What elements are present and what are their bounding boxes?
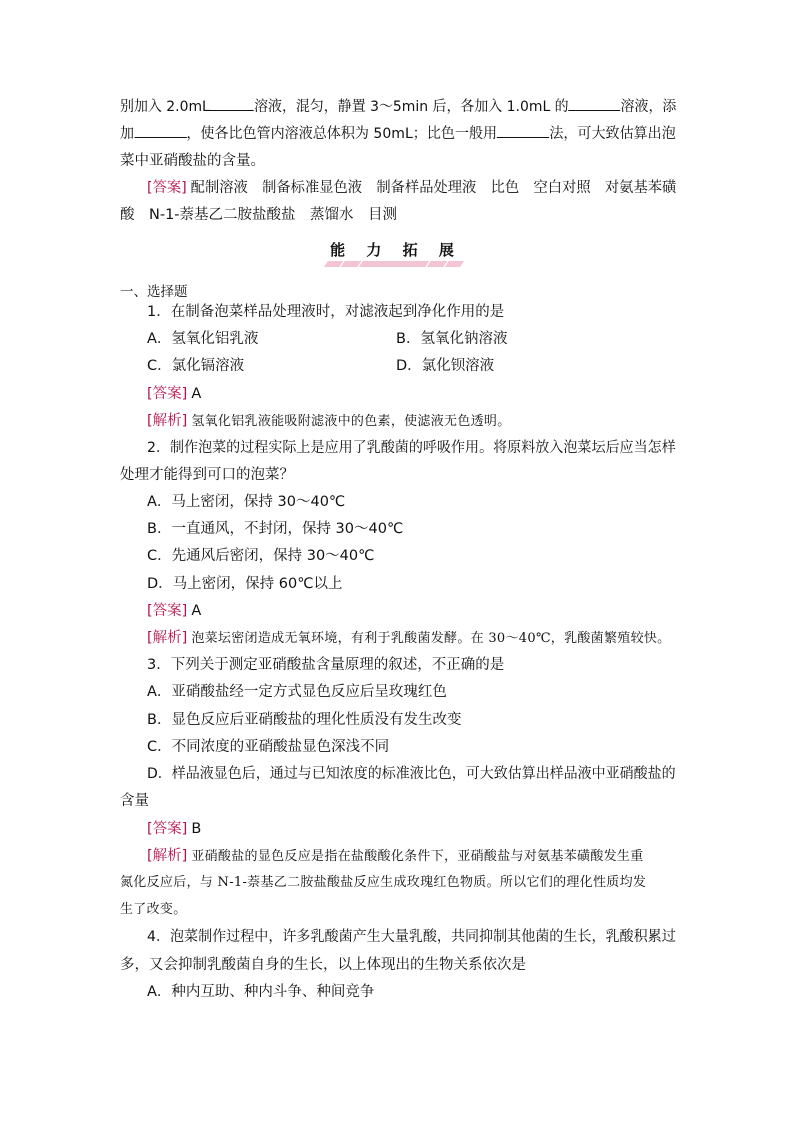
answer-tag: [答案] — [147, 180, 187, 196]
q3-option-d-line-1: D．样品液显色后，通过与已知浓度的标准液比色，可大致估算出样品液中亚硝酸盐的 — [147, 766, 676, 782]
q2-explanation — [147, 628, 671, 649]
q3-option-c: C．不同浓度的亚硝酸盐显色深浅不同 — [147, 739, 390, 755]
q3-option-d-line-2: 含量 — [120, 793, 149, 809]
answer-tag: [答案] — [147, 603, 188, 619]
q2-stem-line-1: 2．制作泡菜的过程实际上是应用了乳酸菌的呼吸作用。将原料放入泡菜坛后应当怎样 — [147, 440, 676, 456]
explanation-text: 亚硝酸盐的显色反应是指在盐酸酸化条件下，亚硝酸盐与对氨基苯磺酸发生重 — [191, 849, 644, 864]
q1-option-a: A．氢氧化铝乳液 — [147, 331, 259, 347]
intro-line-1 — [120, 96, 676, 117]
intro-text: 溶液，混匀，静置 3～5min 后，各加入 1.0mL 的 — [254, 99, 569, 115]
answer-blank — [210, 96, 254, 111]
q2-option-d: D．马上密闭，保持 60℃以上 — [147, 576, 343, 592]
answer-blank — [134, 123, 186, 138]
banner-decoration — [324, 260, 468, 268]
answer-blank — [497, 123, 549, 138]
q2-stem-line-2: 处理才能得到可口的泡菜？ — [120, 467, 294, 483]
q3-stem: 3．下列关于测定亚硝酸盐含量原理的叙述，不正确的是 — [147, 657, 505, 673]
q1-option-c: C．氯化镉溶液 — [147, 358, 245, 374]
q1-option-b: B．氢氧化钠溶液 — [396, 331, 508, 347]
q1-answer — [147, 384, 201, 404]
section-title: 能 力 拓 展 — [330, 241, 462, 259]
q4-stem-line-1: 4．泡菜制作过程中，许多乳酸菌产生大量乳酸，共同抑制其他菌的生长，乳酸积累过 — [147, 929, 676, 945]
intro-text: 别加入 2.0mL — [120, 99, 210, 115]
q3-explanation-line-2: 氮化反应后，与 N-1-萘基乙二胺盐酸盐反应生成玫瑰红色物质。所以它们的理化性质均发 — [120, 875, 647, 890]
explanation-text: 泡菜坛密闭造成无氧环境，有利于乳酸菌发酵。在 30～40℃，乳酸菌繁殖较快。 — [191, 631, 671, 646]
intro-answer-line-2: 酸 N-1-萘基乙二胺盐酸盐 蒸馏水 目测 — [120, 207, 398, 223]
q4-option-a: A．种内互助、种内斗争、种间竞争 — [147, 984, 375, 1000]
explanation-tag: [解析] — [147, 630, 188, 646]
q1-stem: 1．在制备泡菜样品处理液时，对滤液起到净化作用的是 — [147, 304, 505, 320]
intro-text: 溶液，添 — [620, 99, 677, 115]
explanation-tag: [解析] — [147, 848, 188, 864]
answer-text: A — [191, 386, 202, 402]
intro-line-2 — [120, 123, 676, 144]
q3-answer — [147, 819, 201, 839]
intro-text: 法，可大致估算出泡 — [549, 126, 676, 142]
answer-blank — [569, 96, 621, 111]
section-subtitle: 一、选择题 — [120, 284, 188, 300]
answer-tag: [答案] — [147, 386, 188, 402]
q2-option-c: C．先通风后密闭，保持 30～40℃ — [147, 548, 375, 564]
explanation-tag: [解析] — [147, 413, 188, 429]
intro-answer-line-1 — [147, 178, 676, 198]
q1-options-row-1 — [147, 329, 508, 349]
answer-text: B — [191, 821, 202, 837]
intro-line-3: 菜中亚硝酸盐的含量。 — [120, 153, 265, 169]
answer-tag: [答案] — [147, 821, 188, 837]
answer-text: A — [191, 603, 202, 619]
q2-option-a: A．马上密闭，保持 30～40℃ — [147, 494, 346, 510]
intro-text: ，使各比色管内溶液总体积为 50mL；比色一般用 — [186, 126, 498, 142]
q4-stem-line-2: 多，又会抑制乳酸菌自身的生长，以上体现出的生物关系依次是 — [120, 957, 526, 973]
q3-option-a: A．亚硝酸盐经一定方式显色反应后呈玫瑰红色 — [147, 684, 447, 700]
answer-text: 配制溶液 制备标准显色液 制备样品处理液 比色 空白对照 对氨基苯磺 — [190, 180, 677, 196]
q3-explanation-line-3: 生了改变。 — [120, 902, 187, 917]
q1-options-row-2 — [147, 356, 495, 376]
intro-text: 加 — [120, 126, 135, 142]
q3-explanation-line-1 — [147, 846, 644, 867]
q2-option-b: B．一直通风，不封闭，保持 30～40℃ — [147, 521, 404, 537]
q1-option-d: D．氯化钡溶液 — [396, 358, 495, 374]
q1-explanation — [147, 411, 511, 432]
q2-answer — [147, 601, 201, 621]
q3-option-b: B．显色反应后亚硝酸盐的理化性质没有发生改变 — [147, 712, 462, 728]
explanation-text: 氢氧化铝乳液能吸附滤液中的色素，使滤液无色透明。 — [191, 414, 511, 429]
section-banner — [318, 240, 474, 270]
